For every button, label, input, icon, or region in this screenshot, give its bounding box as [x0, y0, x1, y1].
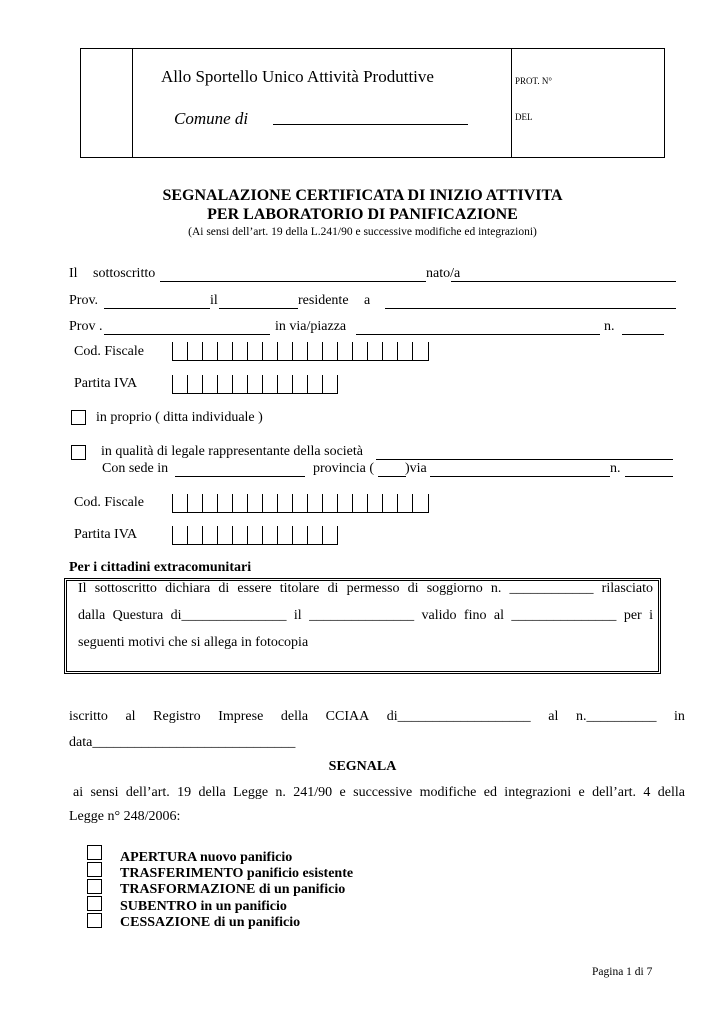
sede-field[interactable]	[175, 476, 305, 477]
registro-word: al	[125, 709, 136, 724]
label-cod-fiscale-2: Cod. Fiscale	[74, 495, 144, 510]
il-field[interactable]	[219, 308, 298, 309]
registro-word: n.__________	[575, 709, 657, 724]
label-via: in via/piazza	[275, 319, 347, 334]
registro-word: in	[674, 709, 685, 724]
option-subentro: SUBENTRO in un panificio	[120, 899, 287, 914]
registro-word: della	[280, 709, 309, 724]
option-trasferimento: TRASFERIMENTO panificio esistente	[120, 866, 354, 881]
checkbox-trasformazione[interactable]	[87, 879, 102, 894]
comune-field[interactable]	[273, 124, 468, 125]
n-field[interactable]	[622, 334, 664, 335]
option-trasformazione: TRASFORMAZIONE di un panificio	[120, 882, 346, 897]
comune-label: Comune di	[174, 109, 249, 128]
partita-iva-boxes-2[interactable]	[172, 526, 338, 545]
office-title: Allo Sportello Unico Attività Produttive	[161, 67, 434, 86]
societa-field[interactable]	[376, 459, 673, 460]
header-divider	[511, 49, 512, 157]
label-a: a	[364, 293, 371, 308]
extra-box	[64, 578, 661, 674]
cod-fiscale-boxes[interactable]	[172, 342, 429, 361]
header-left-cell	[81, 49, 133, 157]
label-nato: nato/a	[426, 266, 461, 281]
registro-word: iscritto	[69, 709, 108, 724]
cod-fiscale-boxes-2[interactable]	[172, 494, 429, 513]
extra-line-1: Il sottoscritto dichiara di essere titolare di permesso di soggiorno n. ____________ rilasciato	[78, 581, 653, 596]
label-sottoscritto: sottoscritto	[93, 266, 156, 281]
del-label: DEL	[515, 112, 533, 122]
segnala-line-1: ai sensi dell’art. 19 della Legge n. 241/90 e successive modifiche ed integrazioni e dell’art. 4 della	[73, 785, 685, 800]
residente-field[interactable]	[385, 308, 676, 309]
segnala-line-2: Legge n° 248/2006:	[69, 809, 181, 824]
label-residente: residente	[298, 293, 349, 308]
label-cod-fiscale: Cod. Fiscale	[74, 344, 144, 359]
registro-word: Registro	[153, 709, 201, 724]
checkbox-in-proprio[interactable]	[71, 410, 86, 425]
registro-word: al	[548, 709, 559, 724]
label-legale: in qualità di legale rappresentante della società	[101, 444, 363, 459]
checkbox-trasferimento[interactable]	[87, 862, 102, 877]
via-field[interactable]	[356, 334, 600, 335]
sottoscritto-field[interactable]	[160, 281, 426, 282]
header-box	[80, 48, 665, 158]
prov-field[interactable]	[104, 308, 210, 309]
partita-iva-boxes[interactable]	[172, 375, 338, 394]
prov2-field[interactable]	[104, 334, 270, 335]
via2-field[interactable]	[430, 476, 610, 477]
page-title-2: PER LABORATORIO DI PANIFICAZIONE	[207, 206, 518, 223]
checkbox-apertura[interactable]	[87, 845, 102, 860]
segnala-heading: SEGNALA	[328, 759, 397, 774]
page-subtitle: (Ai sensi dell’art. 19 della L.241/90 e successive modifiche ed integrazioni)	[188, 226, 537, 238]
extra-heading: Per i cittadini extracomunitari	[69, 560, 252, 575]
label-il: Il	[69, 266, 78, 281]
label-con-sede: Con sede in	[102, 461, 169, 476]
registro-word: CCIAA	[325, 709, 370, 724]
extra-line-3: seguenti motivi che si allega in fotocopia	[78, 635, 309, 650]
option-cessazione: CESSAZIONE di un panificio	[120, 915, 301, 930]
registro-word: di___________________	[386, 709, 531, 724]
prot-label: PROT. N°	[515, 76, 552, 86]
n2-field[interactable]	[625, 476, 673, 477]
registro-line-1	[69, 709, 685, 725]
label-n: n.	[604, 319, 615, 334]
label-partita-iva-2: Partita IVA	[74, 527, 138, 542]
label-via-2: )via	[405, 461, 427, 476]
label-in-proprio: in proprio ( ditta individuale )	[96, 410, 263, 425]
label-prov-2: Prov .	[69, 319, 103, 334]
label-n-2: n.	[610, 461, 621, 476]
registro-line-2: data_____________________________	[69, 735, 296, 750]
extra-line-2: dalla Questura di_______________ il _______________ valido fino al _______________ per i	[78, 608, 653, 623]
nato-field[interactable]	[451, 281, 676, 282]
checkbox-legale[interactable]	[71, 445, 86, 460]
provincia-field[interactable]	[378, 476, 406, 477]
page-number: Pagina 1 di 7	[592, 966, 653, 978]
page-title: SEGNALAZIONE CERTIFICATA DI INIZIO ATTIVITA	[162, 187, 563, 204]
label-provincia: provincia (	[313, 461, 375, 476]
label-partita-iva: Partita IVA	[74, 376, 138, 391]
checkbox-cessazione[interactable]	[87, 913, 102, 928]
checkbox-subentro[interactable]	[87, 896, 102, 911]
option-apertura: APERTURA nuovo panificio	[120, 850, 293, 865]
registro-word: Imprese	[218, 709, 264, 724]
label-il-2: il	[210, 293, 218, 308]
label-prov: Prov.	[69, 293, 99, 308]
